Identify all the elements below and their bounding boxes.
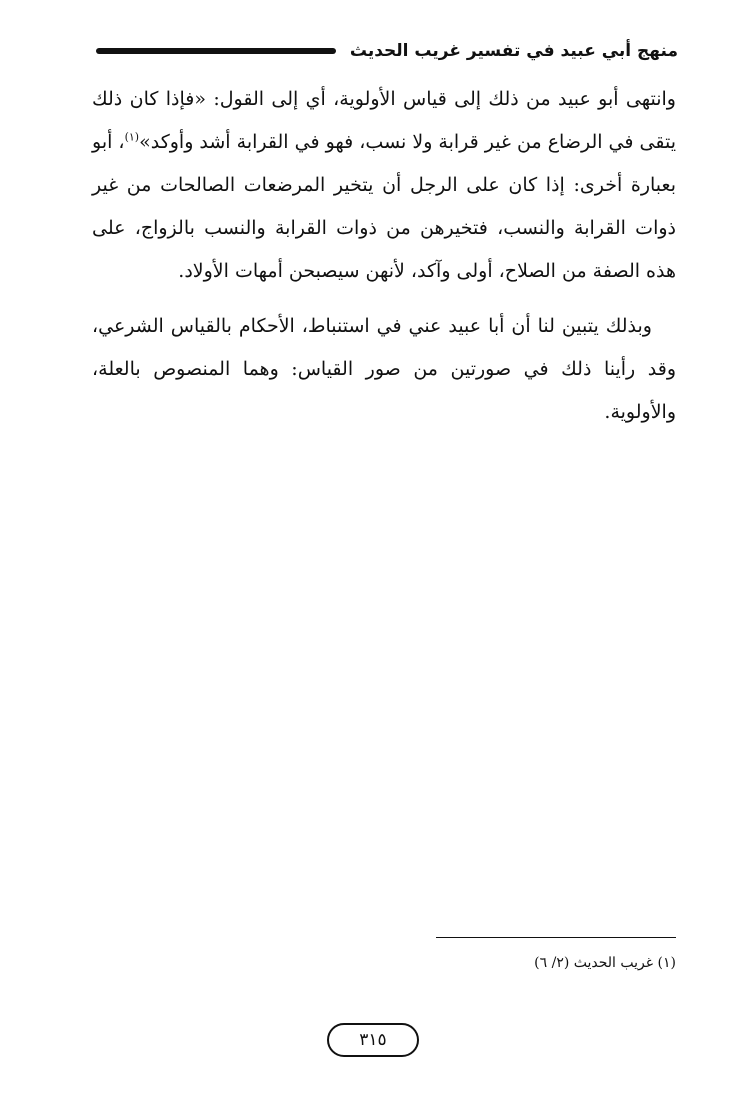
paragraph-2: وبذلك يتبين لنا أن أبا عبيد عني في استنباط، الأحكام بالقياس الشرعي، وقد رأينا ذلك في صورتين من صور القياس: وهما المنصوص بالعلة، والأولوية.: [92, 315, 676, 423]
running-header: [96, 36, 678, 66]
page-number-frame: [327, 1023, 419, 1057]
paragraph-1: [92, 78, 676, 293]
footnote-reference: (١): [124, 130, 140, 144]
paragraph-1-text-b: ، أبو بعبارة أخرى: إذا كان على الرجل أن يتخير المرضعات الصالحات من غير ذوات القرابة والنسب، فتخيرهن من ذوات القرابة والنسب بالزواج، على هذه الصفة من الصلاح، أولى وآكد، لأنهن سيصبحن أمهات الأولاد.: [92, 131, 676, 282]
header-title: منهج أبي عبيد في تفسير غريب الحديث: [349, 41, 678, 61]
paragraph-1-text-a: وانتهى أبو عبيد من ذلك إلى قياس الأولوية، أي إلى القول: «فإذا كان ذلك يتقى في الرضاع من غير قرابة ولا نسب، فهو في القرابة أشد وأوكد»: [92, 88, 676, 153]
body-text: [92, 78, 676, 434]
header-rule: [96, 48, 336, 54]
page-number: ٣١٥: [359, 1030, 387, 1050]
footnote: (١) غريب الحديث (٢/ ٦): [534, 955, 676, 971]
footnote-separator: [436, 937, 676, 938]
